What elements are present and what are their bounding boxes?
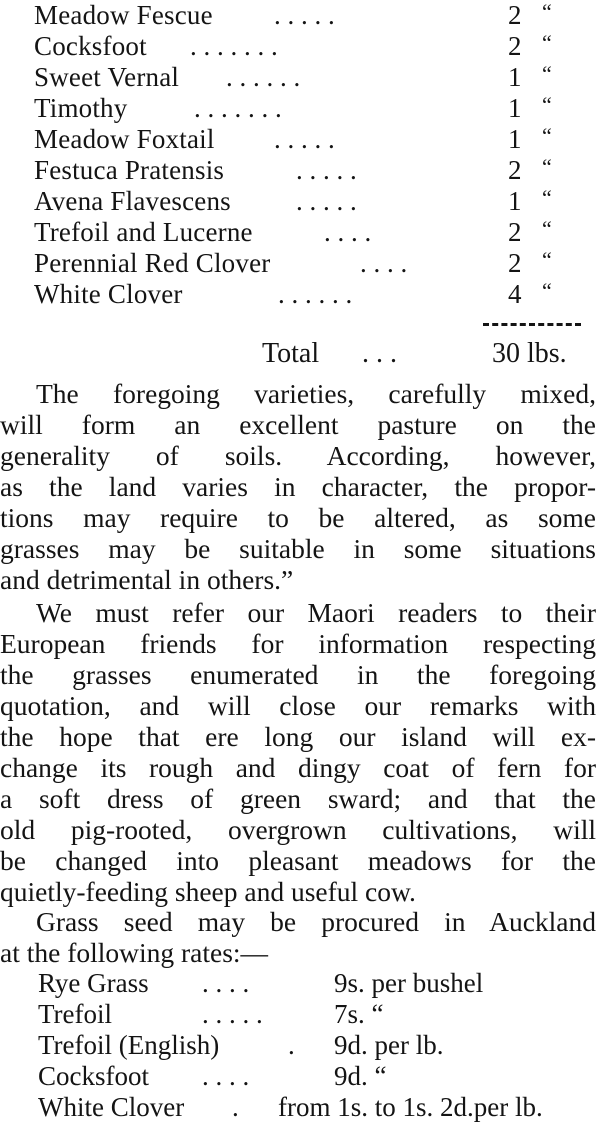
total-rule xyxy=(483,323,581,326)
leader-dots: . . . xyxy=(362,338,397,369)
text-line: as the land varies in character, the propor- xyxy=(0,471,596,502)
text-line: will form an excellent pasture on the xyxy=(0,409,596,440)
seed-name: Perennial Red Clover xyxy=(34,248,271,278)
text-line: The foregoing varieties, carefully mixed, xyxy=(36,378,596,409)
text-line: Grass seed may be procured in Auckland xyxy=(36,906,596,937)
text-line: old pig-rooted, overgrown cultivations, will xyxy=(0,814,596,845)
leader-dots: . . . . xyxy=(202,1061,250,1091)
price-item: Cocksfoot xyxy=(38,1061,149,1091)
seed-name: Trefoil and Lucerne xyxy=(34,217,253,247)
ditto-mark: “ xyxy=(542,216,552,241)
text-line: at the following rates:— xyxy=(0,937,269,968)
leader-dots: . . . . . xyxy=(274,0,335,30)
ditto-mark: “ xyxy=(542,185,552,210)
ditto-mark: “ xyxy=(542,154,552,179)
text-line: quietly-feeding sheep and useful cow. xyxy=(0,876,416,907)
text-line: tions may require to be altered, as some xyxy=(0,502,596,533)
text-line: a soft dress of green sward; and that the xyxy=(0,783,596,814)
seed-name: Festuca Pratensis xyxy=(34,155,225,185)
ditto-mark: “ xyxy=(542,30,552,55)
price-item: Trefoil (English) xyxy=(38,1030,220,1060)
seed-quantity: 1 xyxy=(508,93,522,123)
leader-dots: . . . . . xyxy=(296,186,357,216)
seed-name: Cocksfoot xyxy=(34,31,147,61)
leader-dots: . . . . . . xyxy=(278,279,353,309)
ditto-mark: “ xyxy=(542,0,552,24)
seed-quantity: 1 xyxy=(508,124,522,154)
ditto-mark: “ xyxy=(542,123,552,148)
price-value: 9s. per bushel xyxy=(334,968,484,998)
seed-quantity: 2 xyxy=(508,155,522,185)
price-item: White Clover xyxy=(38,1092,185,1122)
price-value: 7s. “ xyxy=(334,999,384,1029)
leader-dots: . . . . . . . xyxy=(194,93,282,123)
seed-quantity: 2 xyxy=(508,217,522,247)
total-value: 30 lbs. xyxy=(492,338,567,369)
text-line: quotation, and will close our remarks with xyxy=(0,690,596,721)
text-line: We must refer our Maori readers to their xyxy=(36,597,596,628)
seed-quantity: 2 xyxy=(508,31,522,61)
leader-dots: . . . . . xyxy=(274,124,335,154)
leader-dots: . . . . . . . xyxy=(190,31,278,61)
text-line: generality of soils. According, however, xyxy=(0,440,596,471)
text-line: and detrimental in others.” xyxy=(0,564,294,595)
seed-name: Meadow Fescue xyxy=(34,0,213,30)
leader-dots: . . . . . . xyxy=(226,62,301,92)
leader-dots: . xyxy=(288,1030,295,1060)
price-item: Rye Grass xyxy=(38,968,149,998)
seed-name: Avena Flavescens xyxy=(34,186,231,216)
seed-name: Timothy xyxy=(34,93,128,123)
ditto-mark: “ xyxy=(542,247,552,272)
leader-dots: . . . . . xyxy=(296,155,357,185)
leader-dots: . xyxy=(232,1092,239,1122)
ditto-mark: “ xyxy=(542,92,552,117)
text-line: grasses may be suitable in some situations xyxy=(0,533,596,564)
price-value: 9d. per lb. xyxy=(334,1030,444,1060)
seed-quantity: 2 xyxy=(508,248,522,278)
total-label: Total xyxy=(262,338,320,369)
text-line: the hope that ere long our island will ex- xyxy=(0,721,596,752)
ditto-mark: “ xyxy=(542,278,552,303)
seed-quantity: 1 xyxy=(508,186,522,216)
seed-name: White Clover xyxy=(34,279,183,309)
ditto-mark: “ xyxy=(542,61,552,86)
text-line: change its rough and dingy coat of fern for xyxy=(0,752,596,783)
text-line: be changed into pleasant meadows for the xyxy=(0,845,596,876)
text-line: European friends for information respecting xyxy=(0,628,596,659)
seed-quantity: 2 xyxy=(508,0,522,30)
price-value: 9d. “ xyxy=(334,1061,387,1091)
price-value: from 1s. to 1s. 2d.per lb. xyxy=(278,1092,543,1122)
text-line: the grasses enumerated in the foregoing xyxy=(0,659,596,690)
leader-dots: . . . . xyxy=(360,248,408,278)
price-item: Trefoil xyxy=(38,999,113,1029)
leader-dots: . . . . xyxy=(324,217,372,247)
leader-dots: . . . . xyxy=(202,968,250,998)
seed-name: Meadow Foxtail xyxy=(34,124,215,154)
seed-name: Sweet Vernal xyxy=(34,62,180,92)
seed-quantity: 1 xyxy=(508,62,522,92)
seed-quantity: 4 xyxy=(508,279,522,309)
leader-dots: . . . . . xyxy=(202,999,263,1029)
